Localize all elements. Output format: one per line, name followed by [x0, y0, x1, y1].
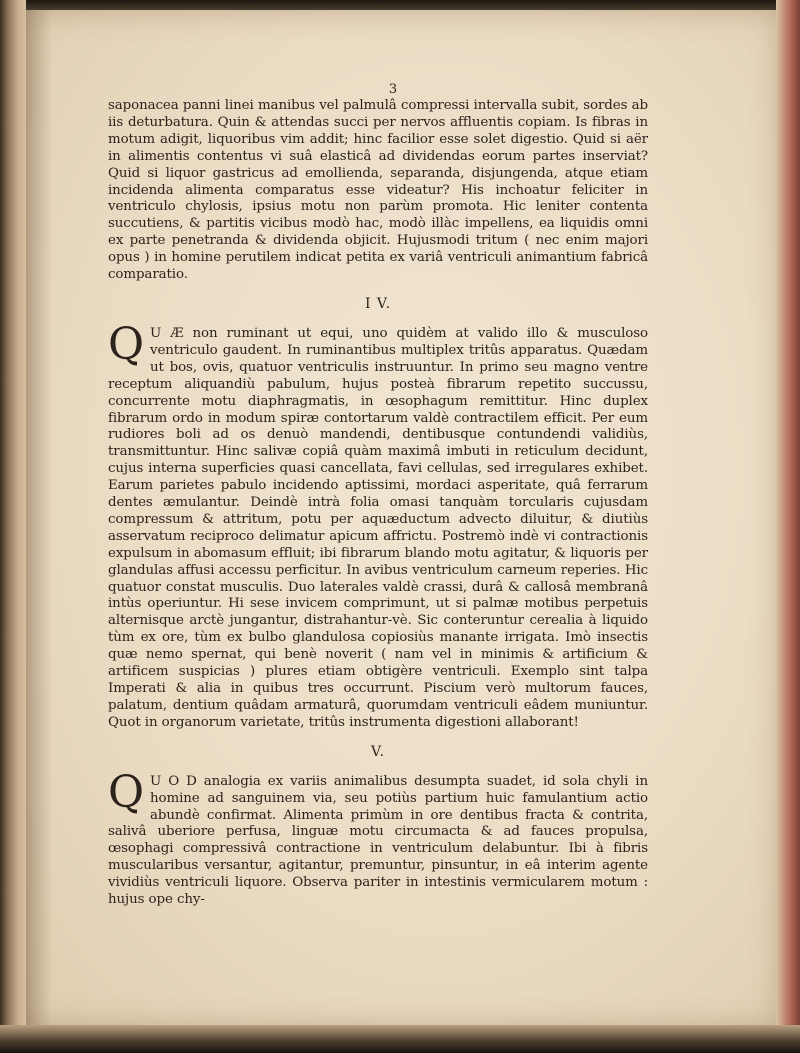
paragraph-section-iv-text: U Æ non ruminant ut equi, uno quidèm at valido illo & musculoso ventriculo gaudent. In ruminantibus multiplex tritûs apparatus. Quædam ut bos, ovis, quatuor ventriculis instruuntur. In primo seu magno ventre receptum aliquandiù pabulum, hujus posteà fibrarum repetito succussu, concurrente motu diaphragmatis, in œsophagum remittitur. Hinc duplex fibrarum ordo in modum spiræ contortarum valdè contractilem efficit. Per eum rudiores boli ad os denuò mandendi, dentibusque contundendi validiùs, transmittuntur. Hinc salivæ copiâ quàm maximâ imbuti in reticulum decidunt, cujus interna superficies quasi cancellata, favi cellulas, sed irregulares exhibet. Earum parietes pabulo incidendo aptissimi, mordaci asperitate, quâ ferrarum dentes æmulantur. Deindè intrà folia omasi tanquàm torcularis cujusdam compressum & attritum, potu per aquæductum advecto diluitur, & diutiùs asservatum reciproco delimatur apicum affrictu. Postremò indè vi contractionis expulsum in abomasum effluit; ibi fibrarum blando motu agitatur, & liquoris per glandulas affusi accessu perficitur. In avibus ventriculum carneum reperies. Hic quatuor constat musculis. Duo laterales valdè crassi, durâ & callosâ membranâ intùs operiuntur. Hi sese invicem comprimunt, ut si palmæ motibus perpetuis alternisque arctè jungantur, distrahantur-vè. Sic conteruntur cerealia à liquido tùm ex ore, tùm ex bulbo glandulosa copiosiùs manante irrigata. Imò insectis quæ nemo spernat, qui benè noverit ( nam vel in minimis & artificium & artificem suspicias ) plures etiam obtigère ventriculi. Exemplo sint talpa Imperati & alia in quibus tres occurrunt. Piscium verò multorum fauces, palatum, dentium quâdam armaturâ, quorumdam ventriculi eâdem muniuntur. Quot in organorum varietate, tritûs instrumenta digestioni allaborant! — [108, 325, 648, 730]
paragraph-section-iv — [108, 318, 648, 732]
book-left-edge — [0, 0, 26, 1053]
section-heading-iv: I V. — [364, 295, 392, 312]
book-right-edge — [776, 0, 800, 1053]
drop-cap-v: Q — [108, 766, 144, 818]
page-text-block — [108, 82, 648, 909]
paragraph-section-v-text: U O D analogia ex variis animalibus desumpta suadet, id sola chyli in homine ad sanguinem via, seu potiùs partium huic famulantium actio abundè confirmat. Alimenta primùm in ore dentibus fracta & contrita, salivâ uberiore perfusa, linguæ motu circumacta & ad fauces propulsa, œsophagi compressivâ contractione in ventriculum delabuntur. Ibi à fibris muscularibus versantur, agitantur, premuntur, pinsuntur, in eâ interim agente vividiùs ventriculi liquore. Observa pariter in intestinis vermicularem motum : hujus ope chy- — [108, 773, 648, 908]
section-heading-v: V. — [370, 743, 386, 760]
book-bottom-edge — [0, 1025, 800, 1053]
book-page — [22, 10, 780, 1028]
page-number: 3 — [388, 82, 398, 97]
drop-cap-iv: Q — [108, 318, 144, 370]
paragraph-continuation: saponacea panni linei manibus vel palmulâ compressi intervalla subit, sordes ab iis deturbatura. Quin & attendas succi per nervos affluentis copiam. Is fibras in motum adigit, liquoribus vim addit; hinc facilior esse solet digestio. Quid si aër in alimentis contentus vi suâ elasticâ ad dividendas eorum partes inserviat? Quid si liquor gastricus ad emollienda, separanda, disjungenda, atque etiam incidenda alimenta comparatus esse videatur? His inchoatur feliciter in ventriculo chylosis, ipsius motu non parùm promota. Hic leniter contenta succutiens, & partitis vicibus modò hac, modò illàc impellens, ea liquidis omni ex parte penetranda & dividenda objicit. Hujusmodi tritum ( nec enim majori opus ) in homine perutilem indicat petita ex variâ ventriculi animantium fabricâ comparatio. — [108, 98, 648, 283]
paragraph-section-v — [108, 766, 648, 909]
